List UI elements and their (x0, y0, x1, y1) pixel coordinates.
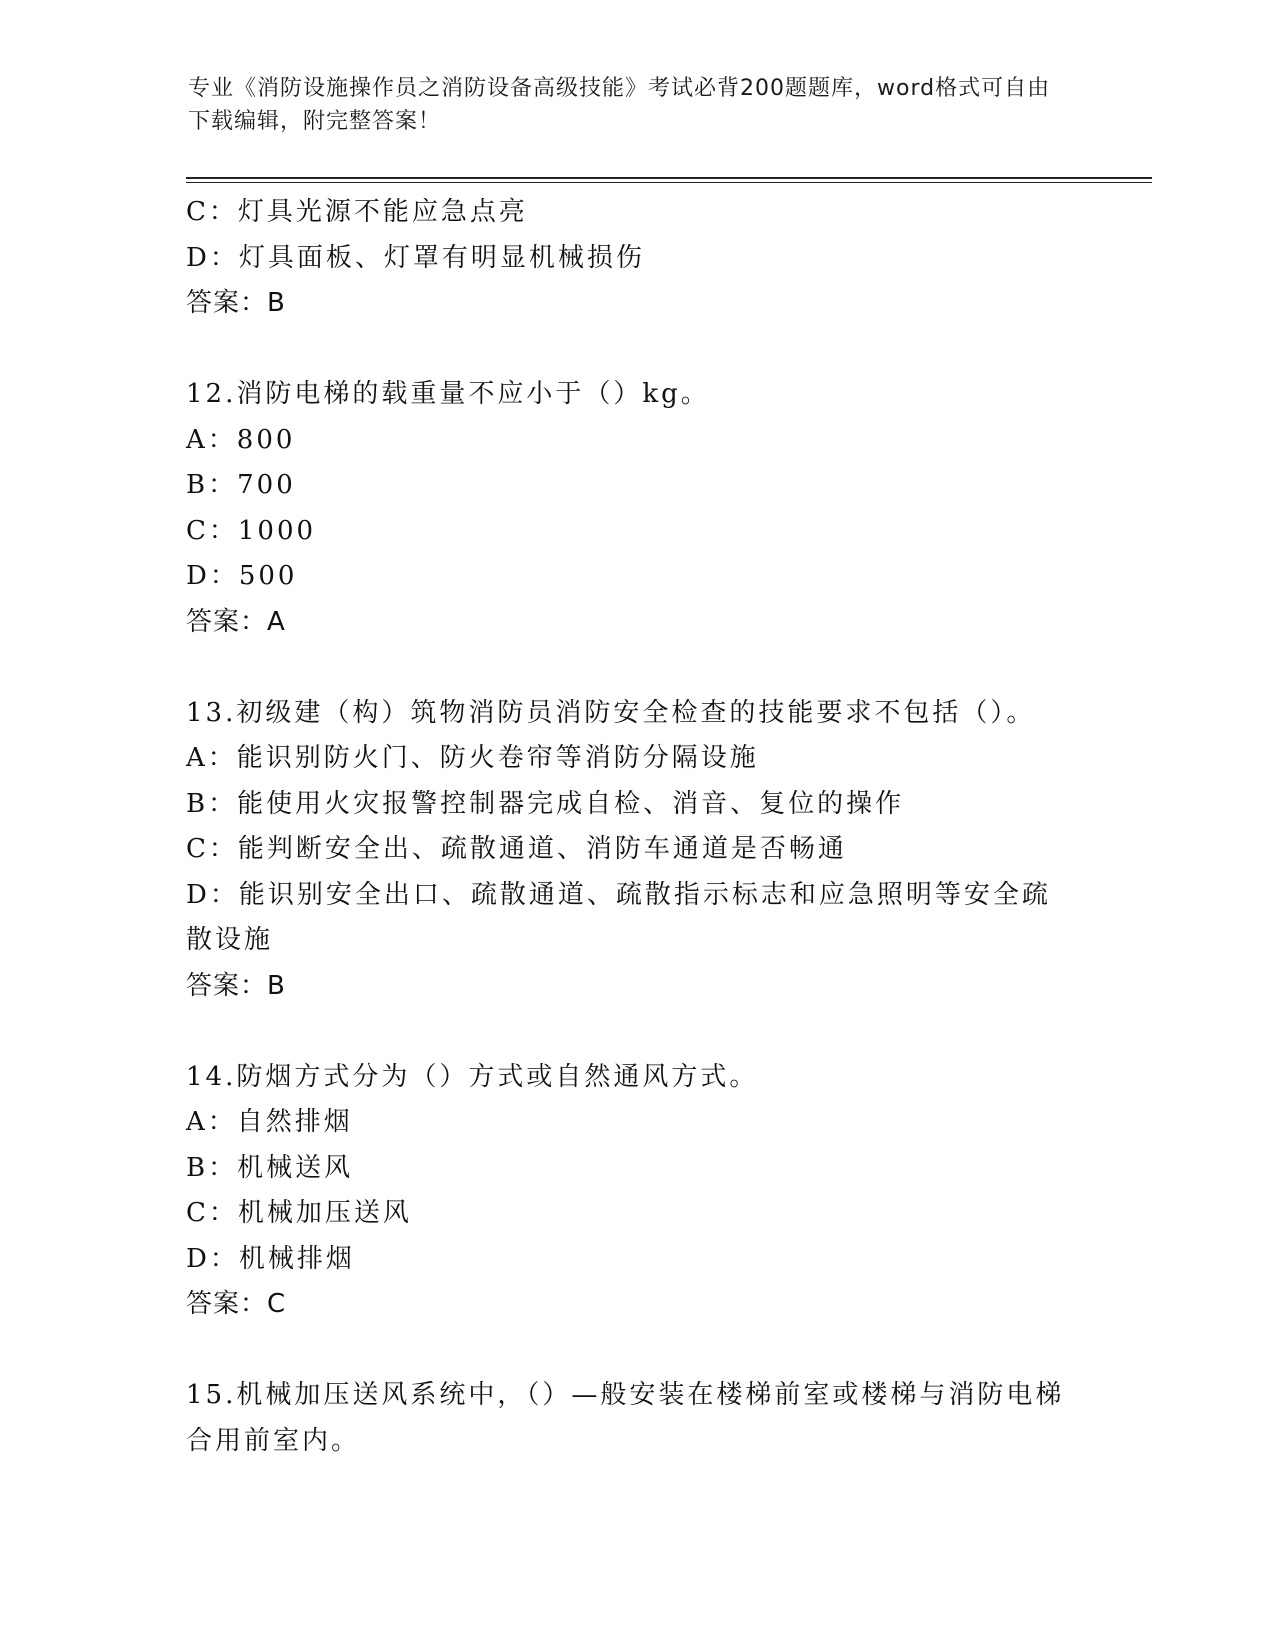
question-stem: 12.消防电梯的载重量不应小于（）kg。 (186, 379, 710, 409)
document-header (188, 72, 1068, 138)
option-b: B：机械送风 (186, 1152, 354, 1183)
header-divider-thick (186, 177, 1152, 179)
spacer (186, 1009, 1086, 1055)
question-list (186, 190, 1086, 1464)
question-stem: 14.防烟方式分为（）方式或自然通风方式。 (186, 1061, 759, 1092)
answer-line: 答案：B (186, 970, 286, 1001)
question-block-12 (186, 372, 1086, 645)
spacer (186, 327, 1086, 373)
option-a: A：能识别防火门、防火卷帘等消防分隔设施 (186, 743, 759, 773)
option-d: D：机械排烟 (186, 1243, 355, 1274)
option-a: A：800 (186, 424, 296, 455)
question-block-15 (186, 1373, 1086, 1464)
header-divider-thin (186, 182, 1152, 183)
spacer (186, 1328, 1086, 1374)
answer-line: 答案：A (186, 606, 286, 637)
option-d: D：能识别安全出口、疏散通道、疏散指示标志和应急照明等安全疏散设施 (186, 879, 1051, 955)
option-d: D：500 (186, 561, 298, 591)
question-block-11 (186, 190, 1086, 327)
option-c: C：灯具光源不能应急点亮 (186, 197, 528, 227)
question-stem: 15.机械加压送风系统中，（）—般安装在楼梯前室或楼梯与消防电梯合用前室内。 (186, 1380, 1065, 1456)
answer-line: 答案：B (186, 288, 286, 318)
option-d: D：灯具面板、灯罩有明显机械损伤 (186, 242, 645, 273)
option-a: A：自然排烟 (186, 1107, 353, 1137)
option-c: C：1000 (186, 515, 317, 546)
question-block-14 (186, 1055, 1086, 1328)
option-c: C：能判断安全出、疏散通道、消防车通道是否畅通 (186, 834, 847, 864)
header-text: 专业《消防设施操作员之消防设备高级技能》考试必背200题题库，word格式可自由下载编辑，附完整答案！ (188, 76, 1051, 134)
spacer (186, 645, 1086, 691)
option-b: B：能使用火灾报警控制器完成自检、消音、复位的操作 (186, 788, 905, 819)
question-block-13 (186, 691, 1086, 1010)
option-b: B：700 (186, 470, 296, 500)
question-stem: 13.初级建（构）筑物消防员消防安全检查的技能要求不包括（）。 (186, 697, 1036, 728)
option-c: C：机械加压送风 (186, 1198, 412, 1228)
answer-line: 答案：C (186, 1289, 287, 1319)
